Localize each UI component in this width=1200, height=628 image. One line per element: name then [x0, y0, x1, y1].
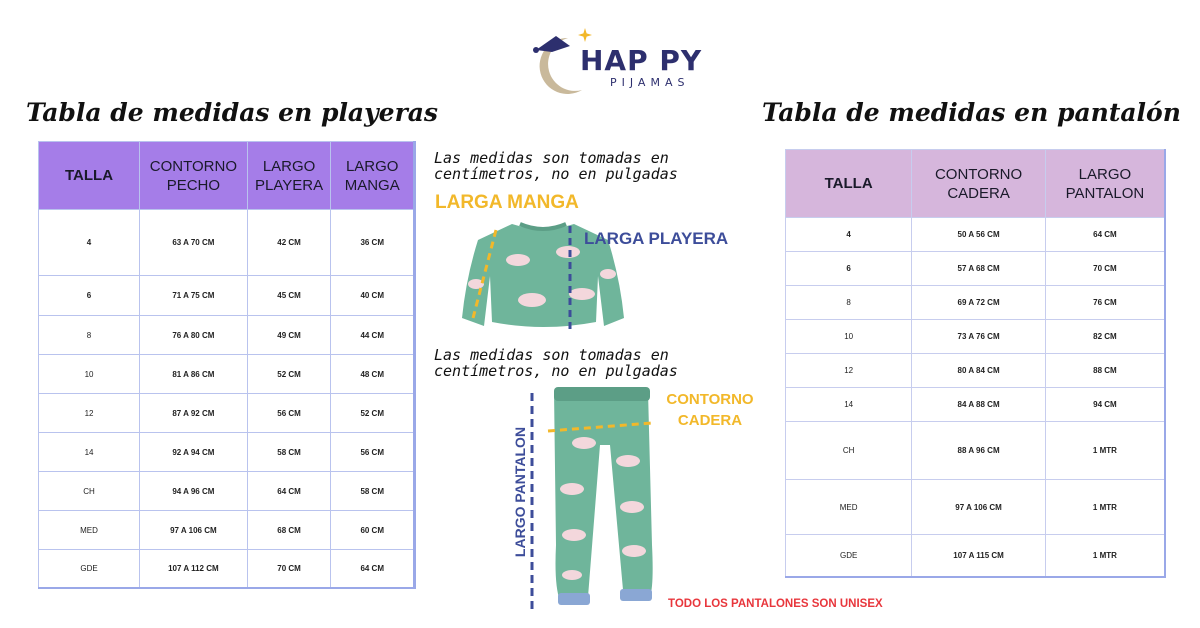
table-row: [786, 218, 1166, 252]
header-largo-manga: LARGO MANGA: [331, 142, 415, 210]
measurement-note-bottom: Las medidas son tomadas en centímetros, no en pulgadas: [434, 346, 678, 380]
cell-contorno: 92 A 94 CM: [140, 433, 248, 472]
table-row: [786, 320, 1166, 354]
cell-contorno: 107 A 115 CM: [912, 535, 1046, 577]
cell-contorno: 73 A 76 CM: [912, 320, 1046, 354]
table-row: [39, 511, 415, 550]
star-icon: [578, 28, 592, 42]
cell-contorno: 80 A 84 CM: [912, 354, 1046, 388]
cell-talla: CH: [39, 472, 140, 511]
table-row: [39, 550, 415, 588]
cell-largo-playera: 45 CM: [247, 276, 331, 316]
cell-largo-playera: 70 CM: [247, 550, 331, 588]
header-talla: TALLA: [786, 150, 912, 218]
cell-contorno: 97 A 106 CM: [140, 511, 248, 550]
cell-largo-pantalon: 70 CM: [1045, 252, 1165, 286]
cell-talla: 14: [786, 388, 912, 422]
table-row: [39, 210, 415, 276]
cell-talla: 6: [39, 276, 140, 316]
cell-largo-manga: 36 CM: [331, 210, 415, 276]
cell-largo-manga: 58 CM: [331, 472, 415, 511]
cell-talla: 6: [786, 252, 912, 286]
cell-contorno: 63 A 70 CM: [140, 210, 248, 276]
header-largo-playera: LARGO PLAYERA: [247, 142, 331, 210]
header-largo-pantalon: LARGO PANTALON: [1045, 150, 1165, 218]
cell-contorno: 81 A 86 CM: [140, 355, 248, 394]
cell-contorno: 94 A 96 CM: [140, 472, 248, 511]
cell-contorno: 88 A 96 CM: [912, 422, 1046, 480]
cell-talla: 14: [39, 433, 140, 472]
cell-contorno: 71 A 75 CM: [140, 276, 248, 316]
table-row: [786, 535, 1166, 577]
label-larga-playera: LARGA PLAYERA: [584, 229, 729, 248]
cell-contorno: 97 A 106 CM: [912, 480, 1046, 535]
table-row: [39, 433, 415, 472]
header-contorno-pecho: CONTORNO PECHO: [140, 142, 248, 210]
cell-largo-playera: 64 CM: [247, 472, 331, 511]
cell-talla: GDE: [786, 535, 912, 577]
table-row: [786, 422, 1166, 480]
cell-contorno: 84 A 88 CM: [912, 388, 1046, 422]
table-row: [39, 316, 415, 355]
cell-contorno: 69 A 72 CM: [912, 286, 1046, 320]
cell-largo-playera: 56 CM: [247, 394, 331, 433]
label-largo-pantalon: LARGO PANTALON: [512, 426, 528, 558]
label-larga-manga: LARGA MANGA: [435, 192, 579, 213]
table-row: [786, 354, 1166, 388]
cell-largo-pantalon: 1 MTR: [1045, 422, 1165, 480]
cell-largo-playera: 58 CM: [247, 433, 331, 472]
shirts-table-title: Tabla de medidas en playeras: [26, 98, 439, 127]
table-row: [786, 286, 1166, 320]
header-contorno-cadera: CONTORNO CADERA: [912, 150, 1046, 218]
cell-largo-pantalon: 82 CM: [1045, 320, 1165, 354]
cell-talla: CH: [786, 422, 912, 480]
cell-talla: 8: [39, 316, 140, 355]
table-header-row: [786, 150, 1166, 218]
brand-logo: [530, 28, 710, 98]
table-row: [786, 480, 1166, 535]
cell-talla: 4: [786, 218, 912, 252]
cell-largo-pantalon: 1 MTR: [1045, 535, 1165, 577]
cell-largo-playera: 49 CM: [247, 316, 331, 355]
cell-largo-pantalon: 1 MTR: [1045, 480, 1165, 535]
cell-contorno: 76 A 80 CM: [140, 316, 248, 355]
cell-contorno: 57 A 68 CM: [912, 252, 1046, 286]
shirts-size-table: [38, 141, 416, 589]
pants-illustration: [512, 385, 662, 617]
cell-talla: 10: [786, 320, 912, 354]
table-row: [786, 388, 1166, 422]
cell-largo-pantalon: 88 CM: [1045, 354, 1165, 388]
cell-largo-pantalon: 76 CM: [1045, 286, 1165, 320]
cell-talla: GDE: [39, 550, 140, 588]
table-row: [39, 472, 415, 511]
table-row: [786, 252, 1166, 286]
cell-largo-playera: 68 CM: [247, 511, 331, 550]
cell-largo-pantalon: 64 CM: [1045, 218, 1165, 252]
brand-name: HAP PY: [580, 44, 703, 77]
cell-talla: MED: [786, 480, 912, 535]
cell-largo-manga: 48 CM: [331, 355, 415, 394]
cell-talla: 10: [39, 355, 140, 394]
cell-largo-manga: 60 CM: [331, 511, 415, 550]
cell-largo-playera: 42 CM: [247, 210, 331, 276]
cell-talla: MED: [39, 511, 140, 550]
cell-contorno: 87 A 92 CM: [140, 394, 248, 433]
table-row: [39, 276, 415, 316]
cell-talla: 8: [786, 286, 912, 320]
label-contorno-cadera: CONTORNO CADERA: [666, 391, 754, 429]
cell-largo-manga: 40 CM: [331, 276, 415, 316]
cell-largo-playera: 52 CM: [247, 355, 331, 394]
cell-largo-manga: 52 CM: [331, 394, 415, 433]
cell-talla: 4: [39, 210, 140, 276]
cell-contorno: 50 A 56 CM: [912, 218, 1046, 252]
pants-table-title: Tabla de medidas en pantalón: [762, 98, 1181, 127]
measurement-note-top: Las medidas son tomadas en centímetros, no en pulgadas: [434, 149, 678, 183]
cell-largo-manga: 44 CM: [331, 316, 415, 355]
table-header-row: [39, 142, 415, 210]
table-row: [39, 355, 415, 394]
table-row: [39, 394, 415, 433]
header-talla: TALLA: [39, 142, 140, 210]
cell-talla: 12: [786, 354, 912, 388]
cell-talla: 12: [39, 394, 140, 433]
brand-tagline: PIJAMAS: [610, 76, 690, 89]
pants-size-table: [785, 149, 1166, 578]
cell-largo-manga: 56 CM: [331, 433, 415, 472]
cell-largo-manga: 64 CM: [331, 550, 415, 588]
cell-largo-pantalon: 94 CM: [1045, 388, 1165, 422]
unisex-footnote: TODO LOS PANTALONES SON UNISEX: [668, 598, 883, 610]
cell-contorno: 107 A 112 CM: [140, 550, 248, 588]
